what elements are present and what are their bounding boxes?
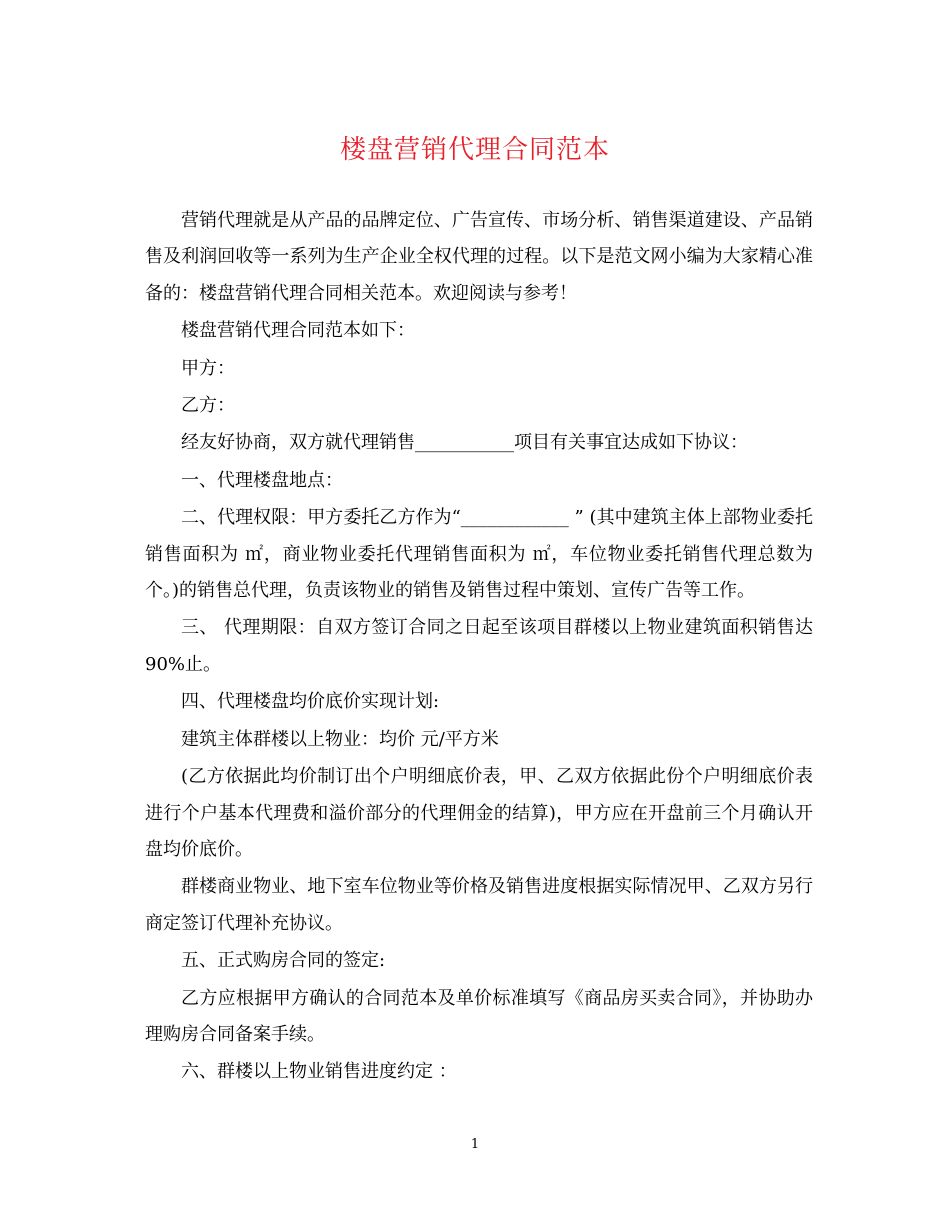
- paragraph-party-a: 甲方：: [181, 357, 235, 379]
- paragraph-clause-5: 五、正式购房合同的签定:: [181, 950, 386, 972]
- page-number: 1: [470, 1137, 480, 1152]
- paragraph-intro: 营销代理就是从产品的品牌定位、广告宣传、市场分析、销售渠道建设、产品销售及利润回收等一系列为生产企业全权代理的过程。以下是范文网小编为大家精心准备的：楼盘营销代理合同相关范本。欢迎阅读与参考！: [145, 210, 813, 304]
- paragraph-commercial-note: 群楼商业物业、地下室车位物业等价格及销售进度根据实际情况甲、乙双方另行商定签订代理补充协议。: [145, 876, 813, 934]
- document-title: 楼盘营销代理合同范本: [339, 135, 610, 165]
- paragraph-clause-2: 二、代理权限：甲方委托乙方作为“____________ ” (其中建筑主体上部物业委托销售面积为 ㎡，商业物业委托代理销售面积为 ㎡，车位物业委托销售代理总数为 个。)的销售总代理，负责该物业的销售及销售过程中策划、宣传广告等工作。: [145, 507, 813, 602]
- paragraph-clause-1: 一、代理楼盘地点：: [181, 469, 343, 491]
- paragraph-clause-3: 三、 代理期限：自双方签订合同之日起至该项目群楼以上物业建筑面积销售达 90%止。: [145, 617, 813, 675]
- paragraph-contract-filing: 乙方应根据甲方确认的合同范本及单价标准填写《商品房买卖合同》，并协助办理购房合同备案手续。: [145, 987, 813, 1045]
- paragraph-agreement: 经友好协商，双方就代理销售___________项目有关事宜达成如下协议：: [181, 432, 748, 454]
- paragraph-price-table-note: (乙方依据此均价制订出个户明细底价表，甲、乙双方依据此份个户明细底价表进行个户基本代理费和溢价部分的代理佣金的结算)，甲方应在开盘前三个月确认开盘均价底价。: [145, 766, 813, 860]
- paragraph-average-price: 建筑主体群楼以上物业：均价 元/平方米: [181, 728, 499, 750]
- paragraph-clause-6: 六、群楼以上物业销售进度约定 ：: [181, 1061, 457, 1083]
- paragraph-clause-4: 四、代理楼盘均价底价实现计划:: [181, 691, 440, 713]
- paragraph-party-b: 乙方：: [181, 395, 235, 417]
- document-body: [145, 203, 813, 1092]
- paragraph-contract-heading: 楼盘营销代理合同范本如下：: [181, 320, 415, 342]
